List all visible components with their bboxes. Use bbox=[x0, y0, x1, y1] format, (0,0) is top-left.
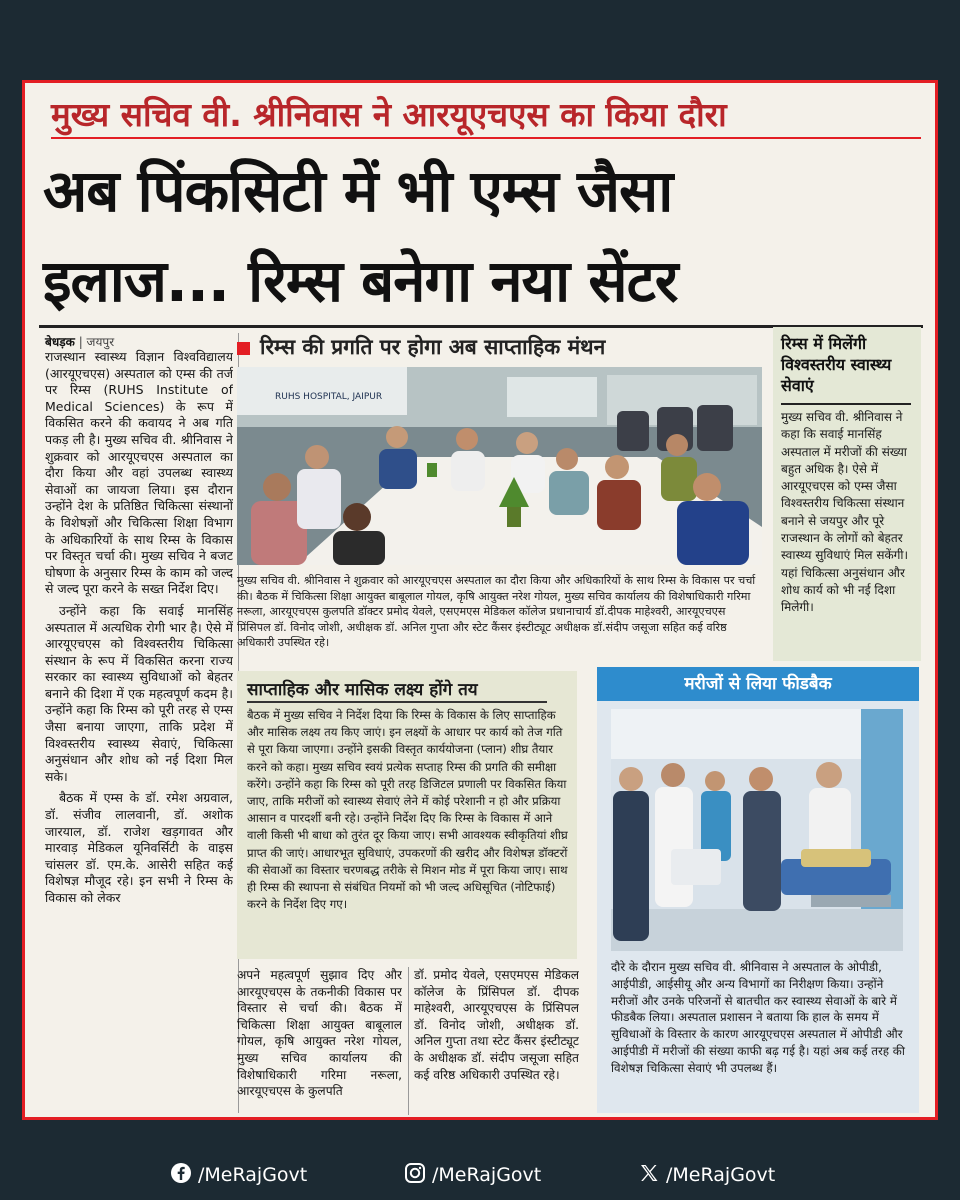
continuation-column-1: अपने महत्वपूर्ण सुझाव दिए और आरयूएचएस के तकनीकी विकास पर विस्तार से चर्चा की। बैठक में चिकित्सा शिक्षा आयुक्त बाबूलाल गोयल, कृषि आयुक्त नरेश गोयल, मुख्य सचिव कार्यालय की विशेषाधिकारी गरिमा नरूला, आरयूएचएस के कुलपति bbox=[237, 968, 402, 1099]
facebook-handle-text: /MeRajGovt bbox=[198, 1164, 308, 1186]
column-divider bbox=[408, 967, 409, 1115]
section-heading-text: रिम्स की प्रगति पर होगा अब साप्ताहिक मंथन bbox=[260, 335, 606, 359]
left-paragraph: बैठक में एम्स के डॉ. रमेश अग्रवाल, डॉ. संजीव लालवानी, डॉ. अशोक जारयाल, डॉ. राजेश खड़गावत और मारवाड़ मेडिकल यूनिवर्सिटी के वाइस चांसलर डॉ. एम.के. आसेरी सहित कई विशेषज्ञ मौजूद रहे। इन सभी ने रिम्स के विकास को लेकर bbox=[45, 790, 233, 905]
sidebar-rule bbox=[781, 403, 911, 405]
left-column bbox=[45, 349, 233, 1117]
x-icon bbox=[638, 1162, 660, 1189]
dateline-place: जयपुर bbox=[86, 335, 115, 349]
ward-visit-photo-illustration bbox=[611, 709, 903, 951]
section-heading bbox=[237, 333, 605, 361]
targets-box-title: साप्ताहिक और मासिक लक्ष्य होंगे तय bbox=[247, 680, 478, 700]
newspaper-clipping bbox=[22, 80, 938, 1120]
feedback-box-title: मरीजों से लिया फीडबैक bbox=[597, 667, 919, 701]
sidebar-title: रिम्स में मिलेंगी विश्वस्तरीय स्वास्थ्य सेवाएं bbox=[781, 334, 892, 395]
feedback-box-body: दौरे के दौरान मुख्य सचिव वी. श्रीनिवास ने अस्पताल के ओपीडी, आईपीडी, आईसीयू और अन्य विभागों का निरीक्षण किया। उन्होंने मरीजों और उनके परिजनों से बातचीत कर स्वास्थ्य सेवाओं के बारे में फीडबैक लिया। अस्पताल प्रशासन ने बताया कि हाल के समय में सुविधाओं के विस्तार के कारण आरयूएचएस अस्पताल में ओपीडी और आईपीडी में मरीजों की संख्या काफी बढ़ गई है। यहां अब कई तरह की विशेषज्ञ चिकित्सा सेवाएं भी उपलब्ध हैं। bbox=[611, 960, 905, 1075]
facebook-icon bbox=[170, 1162, 192, 1189]
instagram-handle-text: /MeRajGovt bbox=[432, 1164, 542, 1186]
continuation-column-2: डॉ. प्रमोद येवले, एसएमएस मेडिकल कॉलेज के प्रिंसिपल डॉ. दीपक माहेश्वरी, आरयूएचएस के प्रिंसिपल डॉ. विनोद जोशी, अधीक्षक डॉ. अनिल गुप्ता तथा स्टेट कैंसर इंस्टीट्यूट के अधीक्षक डॉ. संदीप जसूजा सहित कई वरिष्ठ अधिकारी उपस्थित रहे। bbox=[414, 968, 579, 1082]
ward-visit-photo bbox=[611, 709, 903, 951]
headline-line-1: अब पिंकसिटी में भी एम्स जैसा bbox=[43, 157, 673, 225]
red-square-bullet bbox=[237, 342, 250, 355]
photo-caption: मुख्य सचिव वी. श्रीनिवास ने शुक्रवार को आरयूएचएस अस्पताल का दौरा किया और अधिकारियों के साथ रिम्स के विकास पर चर्चा की। बैठक में चिकित्सा शिक्षा आयुक्त बाबूलाल गोयल, कृषि आयुक्त नरेश गोयल, मुख्य सचिव कार्यालय की विशेषाधिकारी गरिमा नरूला, आरयूएचएस कुलपति डॉक्टर प्रमोद येवले, एसएमएस मेडिकल कॉलेज प्रधानाचार्य डॉ.दीपक माहेश्वरी, आरयूएचएस प्रिंसिपल डॉ. विनोद जोशी, अधीक्षक डॉ. अनिल गुप्ता और स्टेट कैंसर इंस्टीट्यूट अधीक्षक डॉ.संदीप जसूजा सहित कई वरिष्ठ अधिकारी उपस्थित रहे। bbox=[237, 574, 756, 650]
dateline-separator: | bbox=[74, 335, 87, 349]
dateline bbox=[45, 333, 114, 350]
targets-box-rule bbox=[247, 701, 547, 703]
continuation-columns bbox=[237, 967, 579, 1117]
publication-name: बेधड़क bbox=[45, 335, 75, 349]
instagram-handle[interactable] bbox=[404, 1162, 541, 1189]
social-footer bbox=[0, 1148, 960, 1200]
sidebar-body: मुख्य सचिव वी. श्रीनिवास ने कहा कि सवाई मानसिंह अस्पताल में मरीजों की संख्या बहुत अधिक है। ऐसे में आरयूएचएस को एम्स जैसा विश्वस्तरीय चिकित्सा संस्थान बनाने से जयपुर और पूरे राजस्थान के लोगों को बेहतर स्वास्थ्य सुविधाएं मिल सकेंगी। यहां चिकित्सा अनुसंधान और शोध कार्य को भी नई दिशा मिलेगी। bbox=[781, 410, 909, 615]
facebook-handle[interactable] bbox=[170, 1162, 307, 1189]
left-paragraph: उन्होंने कहा कि सवाई मानसिंह अस्पताल में अत्यधिक रोगी भार है। ऐसे में आरयूएचएस को विश्वस्तरीय चिकित्सा संस्थान के रूप में विकसित करना राज्य सरकार का स्वास्थ्य सुविधाओं को बेहतर बनाने की दिशा में एक महत्वपूर्ण कदम है। उन्होंने कहा कि रिम्स को पूरी तरह से एम्स जैसा बनाया जाएगा, ताकि प्रदेश में विश्वस्तरीय स्वास्थ्य सेवाएं, चिकित्सा अनुसंधान और शोध को नई दिशा मिल सके। bbox=[45, 602, 233, 784]
meeting-photo-illustration bbox=[237, 367, 762, 565]
meeting-photo bbox=[237, 367, 762, 565]
hospital-sign: RUHS HOSPITAL, JAIPUR bbox=[275, 392, 383, 402]
instagram-icon bbox=[404, 1162, 426, 1189]
targets-box-body: बैठक में मुख्य सचिव ने निर्देश दिया कि रिम्स के विकास के लिए साप्ताहिक और मासिक लक्ष्य तय किए जाएं। इन लक्ष्यों के आधार पर कार्य को तेज गति से पूरा किया जाएगा। उन्होंने इसकी विस्तृत कार्ययोजना (प्लान) शीघ्र तैयार करने को कहा। मुख्य सचिव स्वयं प्रत्येक सप्ताह रिम्स की प्रगति की समीक्षा करेंगे। उन्होंने कहा कि रिम्स को पूरी तरह डिजिटल प्रणाली पर विकसित किया जाए, ताकि मरीजों को स्वास्थ्य सेवाएं लेने में कोई परेशानी न हो और प्रक्रिया आसान व पारदर्शी बनी रहे। उन्होंने निर्देश दिए कि रिम्स के विकास में आने वाली किसी भी बाधा को तुरंत दूर किया जाए। सभी आवश्यक स्वीकृतियां शीघ्र प्राप्त की जाएं। आधारभूत सुविधाएं, उपकरणों की खरीद और विशेषज्ञ डॉक्टरों की सेवाओं का विस्तार चरणबद्ध तरीके से मिशन मोड में पूरा किया जाए। साथ ही रिम्स की स्थापना से संबंधित नियमों को भी जल्द अधिसूचित (नोटिफाई) करने के निर्देश दिए गए। bbox=[247, 708, 568, 912]
kicker-rule bbox=[51, 137, 921, 139]
headline-line-2: इलाज... रिम्स बनेगा नया सेंटर bbox=[43, 247, 678, 315]
x-handle[interactable] bbox=[638, 1162, 775, 1189]
targets-box bbox=[237, 671, 577, 959]
x-handle-text: /MeRajGovt bbox=[666, 1164, 776, 1186]
feedback-box bbox=[597, 667, 919, 1113]
left-paragraph: राजस्थान स्वास्थ्य विज्ञान विश्वविद्यालय (आरयूएचएस) अस्पताल को एम्स की तर्ज पर रिम्स (RUHS Institute of Medical Sciences) के रूप में विकसित करने की कवायद ने अब गति पकड़ ली है। मुख्य सचिव वी. श्रीनिवास ने शुक्रवार को आरयूएचएस अस्पताल का दौरा किया और वहां उपलब्ध स्वास्थ्य सेवाओं का जायजा लिया। इस दौरान उन्होंने देश के प्रतिष्ठित चिकित्सा संस्थानों के विशेषज्ञों और चिकित्सा शिक्षा विभाग के अधिकारियों के साथ रिम्स के विकास पर विस्तृत चर्चा की। मुख्य सचिव ने बजट घोषणा के अनुसार रिम्स के काम को जल्द से जल्द पूरा करने के सख्त निर्देश दिए। bbox=[45, 349, 233, 597]
sidebar-box bbox=[773, 327, 921, 661]
kicker-headline: मुख्य सचिव वी. श्रीनिवास ने आरयूएचएस का किया दौरा bbox=[51, 95, 727, 134]
